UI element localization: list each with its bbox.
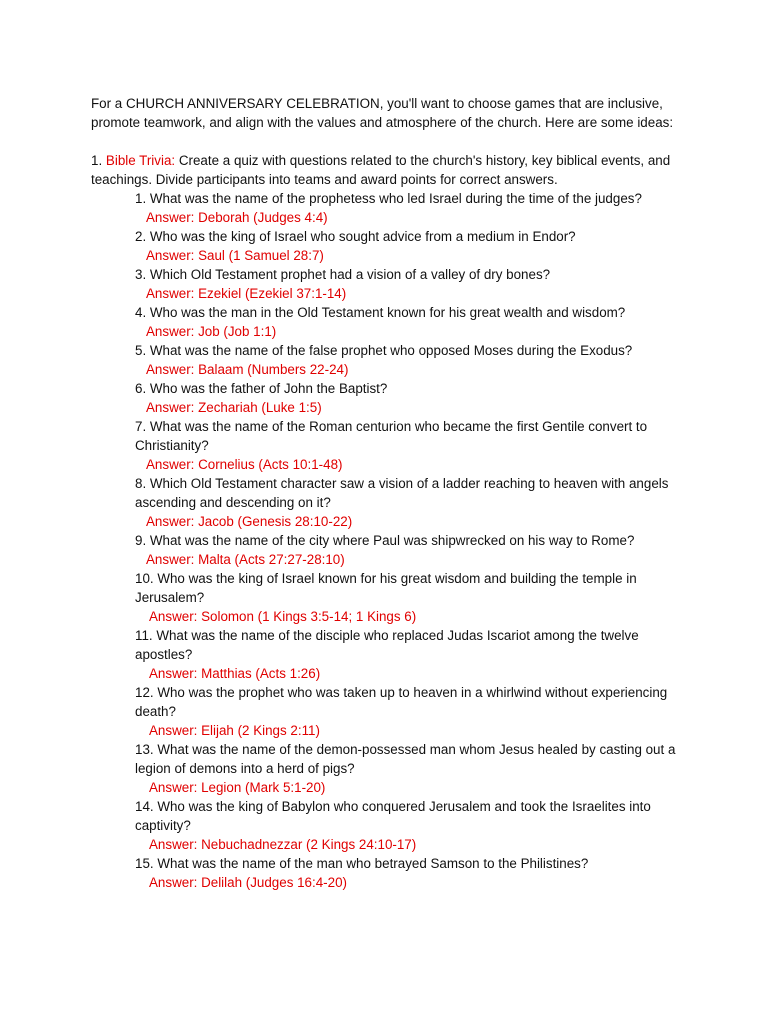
question-text: 10. Who was the king of Israel known for his great wisdom and building the temple in Jerusalem? — [135, 571, 637, 605]
answer-text: Answer: Malta (Acts 27:27-28:10) — [146, 552, 345, 567]
question-item — [91, 265, 691, 303]
question-list — [91, 189, 691, 892]
question-item — [91, 797, 691, 854]
answer-text: Answer: Elijah (2 Kings 2:11) — [149, 723, 320, 738]
question-text: 4. Who was the man in the Old Testament known for his great wealth and wisdom? — [135, 305, 626, 320]
question-item — [91, 569, 691, 626]
question-text: 14. Who was the king of Babylon who conquered Jerusalem and took the Israelites into captivity? — [135, 799, 651, 833]
question-text: 5. What was the name of the false prophet who opposed Moses during the Exodus? — [135, 343, 633, 358]
question-item — [91, 227, 691, 265]
question-text: 6. Who was the father of John the Baptist? — [135, 381, 388, 396]
answer-text: Answer: Jacob (Genesis 28:10-22) — [146, 514, 353, 529]
question-item — [91, 683, 691, 740]
question-text: 9. What was the name of the city where Paul was shipwrecked on his way to Rome? — [135, 533, 635, 548]
answer-text: Answer: Balaam (Numbers 22-24) — [146, 362, 349, 377]
question-item — [91, 626, 691, 683]
question-text: 7. What was the name of the Roman centurion who became the first Gentile convert to Christianity? — [135, 419, 648, 453]
answer-text: Answer: Legion (Mark 5:1-20) — [149, 780, 326, 795]
question-text: 12. Who was the prophet who was taken up to heaven in a whirlwind without experiencing death? — [135, 685, 668, 719]
question-item — [91, 854, 691, 892]
section-description: Create a quiz with questions related to the church's history, key biblical events, and teachings. Divide participants into teams and award points for correct answers. — [91, 153, 671, 187]
bible-trivia-section — [91, 151, 691, 189]
question-text: 11. What was the name of the disciple who replaced Judas Iscariot among the twelve apostles? — [135, 628, 639, 662]
question-text: 1. What was the name of the prophetess who led Israel during the time of the judges? — [135, 191, 642, 206]
question-item — [91, 303, 691, 341]
question-item — [91, 474, 691, 531]
answer-text: Answer: Delilah (Judges 16:4-20) — [149, 875, 347, 890]
question-item — [91, 189, 691, 227]
answer-text: Answer: Cornelius (Acts 10:1-48) — [146, 457, 343, 472]
question-item — [91, 379, 691, 417]
answer-text: Answer: Zechariah (Luke 1:5) — [146, 400, 322, 415]
question-text: 3. Which Old Testament prophet had a vision of a valley of dry bones? — [135, 267, 551, 282]
document-page — [91, 94, 691, 892]
answer-text: Answer: Saul (1 Samuel 28:7) — [146, 248, 324, 263]
answer-text: Answer: Ezekiel (Ezekiel 37:1-14) — [146, 286, 347, 301]
section-label: Bible Trivia: — [105, 153, 176, 168]
question-item — [91, 341, 691, 379]
paragraph-spacer — [91, 132, 691, 151]
question-text: 13. What was the name of the demon-possessed man whom Jesus healed by casting out a legion of demons into a herd of pigs? — [135, 742, 676, 776]
intro-paragraph: For a CHURCH ANNIVERSARY CELEBRATION, you'll want to choose games that are inclusive, promote teamwork, and align with the values and atmosphere of the church. Here are some ideas: — [91, 96, 674, 130]
answer-text: Answer: Deborah (Judges 4:4) — [146, 210, 328, 225]
question-item — [91, 417, 691, 474]
answer-text: Answer: Matthias (Acts 1:26) — [149, 666, 321, 681]
question-item — [91, 740, 691, 797]
question-item — [91, 531, 691, 569]
answer-text: Answer: Job (Job 1:1) — [146, 324, 277, 339]
question-text: 2. Who was the king of Israel who sought advice from a medium in Endor? — [135, 229, 576, 244]
section-number: 1. — [91, 153, 103, 168]
answer-text: Answer: Solomon (1 Kings 3:5-14; 1 Kings 6) — [149, 609, 417, 624]
question-text: 15. What was the name of the man who betrayed Samson to the Philistines? — [135, 856, 589, 871]
answer-text: Answer: Nebuchadnezzar (2 Kings 24:10-17) — [149, 837, 417, 852]
question-text: 8. Which Old Testament character saw a vision of a ladder reaching to heaven with angels ascending and descending on it? — [135, 476, 669, 510]
